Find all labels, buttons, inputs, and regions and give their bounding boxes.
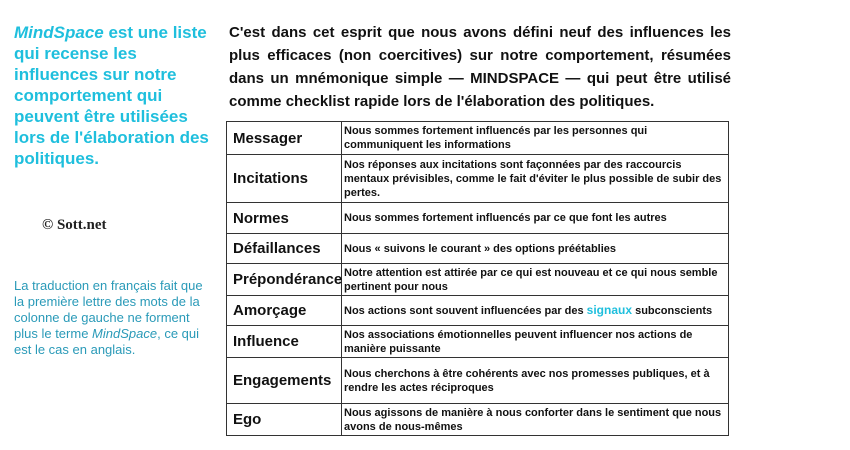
table-row [227, 296, 729, 326]
table-row [227, 264, 729, 296]
translation-note-term: MindSpace [92, 326, 158, 341]
description-cell: Nous sommes fortement influencés par les personnes qui communiquent les informations [342, 122, 729, 155]
table-row [227, 404, 729, 436]
table-row [227, 234, 729, 264]
mindspace-intro-text: est une liste qui recense les influences sur notre comportement qui peuvent être utilisées lors de l'élaboration des politiques. [14, 23, 209, 168]
mindspace-intro [14, 22, 212, 169]
term-cell: Engagements [227, 358, 342, 404]
term-cell: Ego [227, 404, 342, 436]
table-row [227, 326, 729, 358]
intro-paragraph: C'est dans cet esprit que nous avons défini neuf des influences les plus efficaces (non coercitives) sur notre comportement, résumées dans un mnémonique simple — MINDSPACE — qui peut être utilisé comme checklist rapide lors de l'élaboration des politiques. [229, 24, 731, 110]
table-row [227, 203, 729, 234]
translation-note-end: , ce qui est le cas en anglais. [14, 326, 200, 357]
description-text: subconscients [632, 305, 713, 317]
term-cell: Influence [227, 326, 342, 358]
description-cell: Nos réponses aux incitations sont façonnées par des raccourcis mentaux prévisibles, comme le fait d'éviter le plus possible de subir des pertes. [342, 155, 729, 203]
description-cell [342, 296, 729, 326]
copyright-label: © Sott.net [42, 217, 107, 233]
highlighted-word: signaux [586, 303, 633, 317]
description-text: Nos actions sont souvent influencées par des [344, 305, 587, 317]
table-row [227, 122, 729, 155]
description-cell: Notre attention est attirée par ce qui est nouveau et ce qui nous semble pertinent pour nous [342, 264, 729, 296]
translation-note [14, 278, 206, 358]
term-cell: Normes [227, 203, 342, 234]
term-cell: Incitations [227, 155, 342, 203]
mindspace-intro-title: MindSpace [14, 23, 104, 42]
description-cell: Nous sommes fortement influencés par ce que font les autres [342, 203, 729, 234]
description-cell: Nous agissons de manière à nous conforter dans le sentiment que nous avons de nous-mêmes [342, 404, 729, 436]
term-cell: Prépondérance [227, 264, 342, 296]
mindspace-table [226, 121, 729, 436]
description-cell: Nous « suivons le courant » des options préétablies [342, 234, 729, 264]
description-cell: Nous cherchons à être cohérents avec nos promesses publiques, et à rendre les actes réciproques [342, 358, 729, 404]
translation-note-start: La traduction en français fait que la première lettre des mots de la colonne de gauche ne forment plus le terme [14, 278, 203, 341]
table-row [227, 155, 729, 203]
description-cell: Nos associations émotionnelles peuvent influencer nos actions de manière puissante [342, 326, 729, 358]
table-row [227, 358, 729, 404]
term-cell: Amorçage [227, 296, 342, 326]
term-cell: Messager [227, 122, 342, 155]
term-cell: Défaillances [227, 234, 342, 264]
